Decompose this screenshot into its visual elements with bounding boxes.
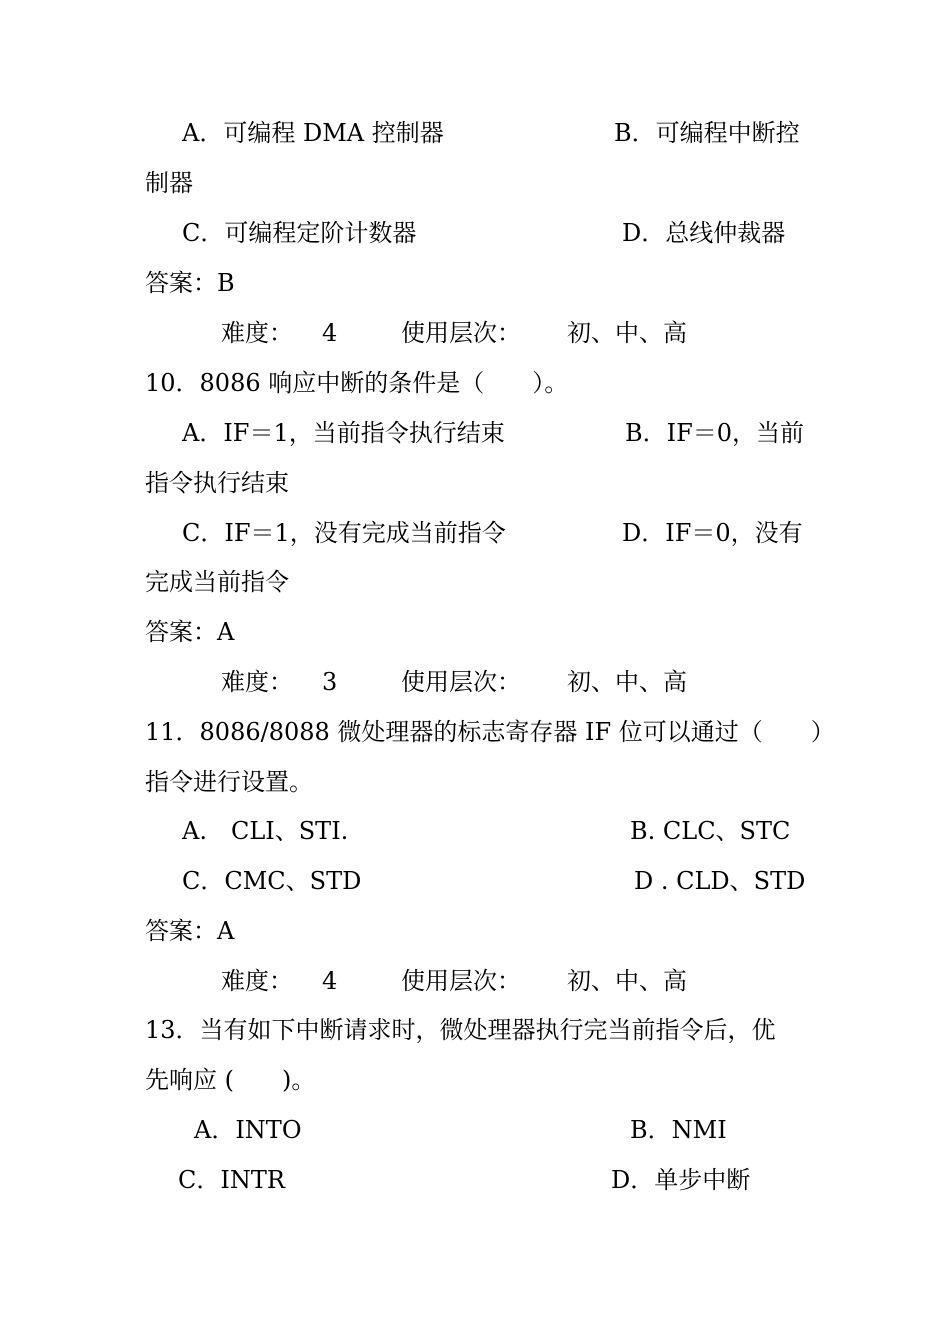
q9-answer: 答案：B <box>145 269 235 297</box>
q10-answer: 答案：A <box>145 618 235 646</box>
q10-difficulty-value: 3 <box>322 668 338 696</box>
q13-question: 13．当有如下中断请求时，微处理器执行完当前指令后，优 <box>145 1016 776 1044</box>
q10-option-d-continued: 完成当前指令 <box>145 568 289 596</box>
q11-difficulty-label: 难度： <box>221 967 293 995</box>
q11-question-continued: 指令进行设置。 <box>145 768 313 796</box>
q9-option-c: C．可编程定阶计数器 <box>182 219 417 247</box>
q9-level-value: 初、中、高 <box>567 319 687 347</box>
q10-option-b: B．IF＝0，当前 <box>625 419 805 447</box>
q10-meta <box>221 667 687 697</box>
q13-option-c: C．INTR <box>178 1166 285 1194</box>
q10-option-d: D．IF＝0，没有 <box>622 519 803 547</box>
q9-option-b-continued: 制器 <box>145 169 193 197</box>
q10-question: 10．8086 响应中断的条件是（ ）。 <box>145 369 569 397</box>
q9-option-d: D．总线仲裁器 <box>622 219 786 247</box>
q13-option-b: B．NMI <box>630 1116 727 1144</box>
q10-option-b-continued: 指令执行结束 <box>145 469 289 497</box>
q10-option-a: A．IF＝1，当前指令执行结束 <box>182 419 505 447</box>
q11-option-d: D . CLD、STD <box>634 867 806 895</box>
q11-difficulty-value: 4 <box>322 967 338 995</box>
q11-question: 11．8086/8088 微处理器的标志寄存器 IF 位可以通过（ ） <box>145 718 835 746</box>
q9-level-label: 使用层次： <box>401 319 521 347</box>
q9-difficulty-value: 4 <box>322 319 338 347</box>
q9-meta <box>221 318 687 348</box>
q13-option-a: A．INTO <box>194 1116 302 1144</box>
q10-level-value: 初、中、高 <box>567 668 687 696</box>
q11-level-label: 使用层次： <box>401 967 521 995</box>
q13-option-d: D．单步中断 <box>611 1166 751 1194</box>
q10-option-c: C．IF＝1，没有完成当前指令 <box>182 519 506 547</box>
q9-option-a: A．可编程 DMA 控制器 <box>182 119 444 147</box>
q11-option-c: C．CMC、STD <box>182 867 362 895</box>
q10-difficulty-label: 难度： <box>221 668 293 696</box>
q10-level-label: 使用层次： <box>401 668 521 696</box>
q11-option-a: A. CLI、STI. <box>182 817 349 845</box>
q11-level-value: 初、中、高 <box>567 967 687 995</box>
q11-answer: 答案：A <box>145 917 235 945</box>
q9-option-b: B．可编程中断控 <box>614 119 800 147</box>
q13-question-continued: 先响应 ( )。 <box>145 1066 316 1094</box>
q9-difficulty-label: 难度： <box>221 319 293 347</box>
q11-option-b: B. CLC、STC <box>630 817 791 845</box>
q11-meta <box>221 966 687 996</box>
